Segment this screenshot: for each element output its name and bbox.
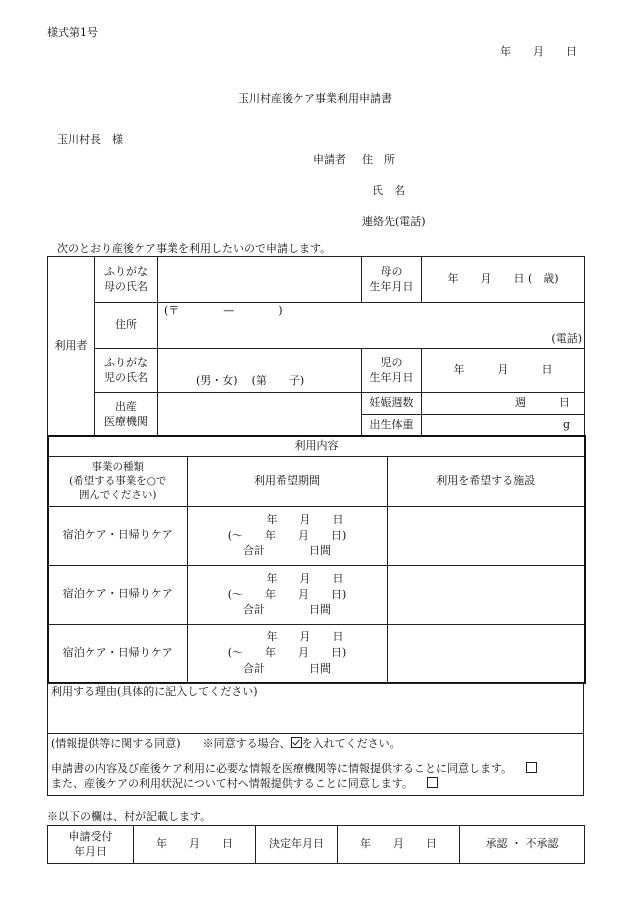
usage-row [48, 565, 585, 624]
address-label: 住所 [95, 303, 158, 349]
checked-box-icon [291, 737, 302, 748]
header-day: 日 [566, 45, 577, 58]
usage-facility[interactable] [387, 624, 585, 683]
decision-date-label: 決定年月日 [256, 826, 338, 864]
applicant-label: 申請者 [313, 153, 346, 166]
consent-note-after: を入れてください。 [301, 737, 401, 750]
consent-checkbox-2[interactable] [427, 777, 438, 788]
usage-type[interactable]: 宿泊ケア・日帰りケア [48, 565, 187, 624]
birth-weight-field[interactable]: g [422, 415, 585, 437]
postal-code: (〒 — ) [164, 304, 283, 317]
consent-note-before: ※同意する場合、 [202, 737, 291, 750]
usage-table [47, 435, 586, 684]
usage-facility[interactable] [387, 506, 585, 565]
usage-end[interactable]: (～ 年 月 日) [227, 587, 347, 601]
office-table [47, 825, 585, 864]
decision-date-field[interactable]: 年 月 日 [338, 826, 460, 864]
usage-start[interactable]: 年 月 日 [266, 571, 344, 585]
child-order[interactable]: (第 子) [251, 374, 305, 388]
child-sex[interactable]: (男・女) [196, 374, 238, 388]
reason-consent-table [47, 683, 584, 796]
child-name-field[interactable] [158, 349, 362, 393]
child-birth-field[interactable]: 年 月 日 [422, 349, 585, 393]
birth-weight-label: 出生体重 [362, 415, 422, 437]
hospital-field[interactable] [158, 393, 362, 437]
col-facility-header: 利用を希望する施設 [387, 456, 585, 506]
user-table [47, 256, 585, 437]
consent-line2: また、産後ケアの利用状況について村へ情報提供することに同意します。 [51, 776, 413, 790]
usage-row [48, 624, 585, 683]
received-date-field[interactable]: 年 月 日 [134, 826, 256, 864]
usage-row [48, 506, 585, 565]
office-note: ※以下の欄は、村が記載します。 [47, 810, 212, 823]
intro-text: 次のとおり産後ケア事業を利用したいので申請します。 [57, 242, 332, 255]
gestation-label: 妊娠週数 [362, 393, 422, 415]
address-field[interactable] [158, 303, 585, 349]
reason-field[interactable] [48, 684, 584, 734]
applicant-phone-label: 連絡先(電話) [362, 215, 426, 228]
child-birth-label: 児の 生年月日 [362, 349, 422, 393]
usage-total[interactable]: 合計 日間 [243, 662, 331, 676]
header-year: 年 [500, 45, 511, 58]
consent-line1: 申請書の内容及び産後ケア利用に必要な情報を医療機関等に情報提供することに同意します。 [51, 761, 513, 775]
usage-start[interactable]: 年 月 日 [266, 512, 344, 526]
usage-total[interactable]: 合計 日間 [243, 544, 331, 558]
usage-type[interactable]: 宿泊ケア・日帰りケア [48, 624, 187, 683]
consent-checkbox-1[interactable] [526, 762, 537, 773]
applicant-name-label: 氏 名 [372, 184, 405, 197]
mother-name-field[interactable] [158, 257, 362, 303]
usage-end[interactable]: (～ 年 月 日) [227, 528, 347, 542]
gestation-field[interactable]: 週 日 [422, 393, 585, 415]
addressee: 玉川村長 様 [57, 133, 123, 146]
received-date-label: 申請受付 年月日 [48, 826, 134, 864]
page-title: 玉川村産後ケア事業利用申請書 [238, 92, 392, 105]
mother-birth-label: 母の 生年月日 [362, 257, 422, 303]
child-name-label: ふりがな 児の氏名 [95, 349, 158, 393]
mother-birth-field[interactable]: 年 月 日 ( 歳) [422, 257, 585, 303]
reason-label: 利用する理由(具体的に記入してください) [51, 685, 258, 698]
consent-box [48, 734, 584, 796]
usage-start[interactable]: 年 月 日 [266, 630, 344, 644]
user-group-label: 利用者 [48, 257, 95, 437]
mother-name-label: ふりがな 母の氏名 [95, 257, 158, 303]
approval-result[interactable]: 承認 ・ 不承認 [460, 826, 585, 864]
applicant-address-label: 住 所 [362, 153, 395, 166]
usage-header: 利用内容 [48, 436, 585, 456]
header-date [500, 43, 577, 59]
usage-total[interactable]: 合計 日間 [243, 603, 331, 617]
consent-header: (情報提供等に関する同意) [51, 737, 181, 750]
usage-end[interactable]: (～ 年 月 日) [227, 646, 347, 660]
hospital-label: 出産 医療機関 [95, 393, 158, 437]
usage-type[interactable]: 宿泊ケア・日帰りケア [48, 506, 187, 565]
col-period-header: 利用希望期間 [187, 456, 387, 506]
col-type-header: 事業の種類 (希望する事業を○で 囲んでください) [48, 456, 187, 506]
form-number: 様式第1号 [47, 26, 98, 39]
header-month: 月 [533, 45, 544, 58]
usage-facility[interactable] [387, 565, 585, 624]
address-phone-label: (電話) [551, 332, 582, 346]
